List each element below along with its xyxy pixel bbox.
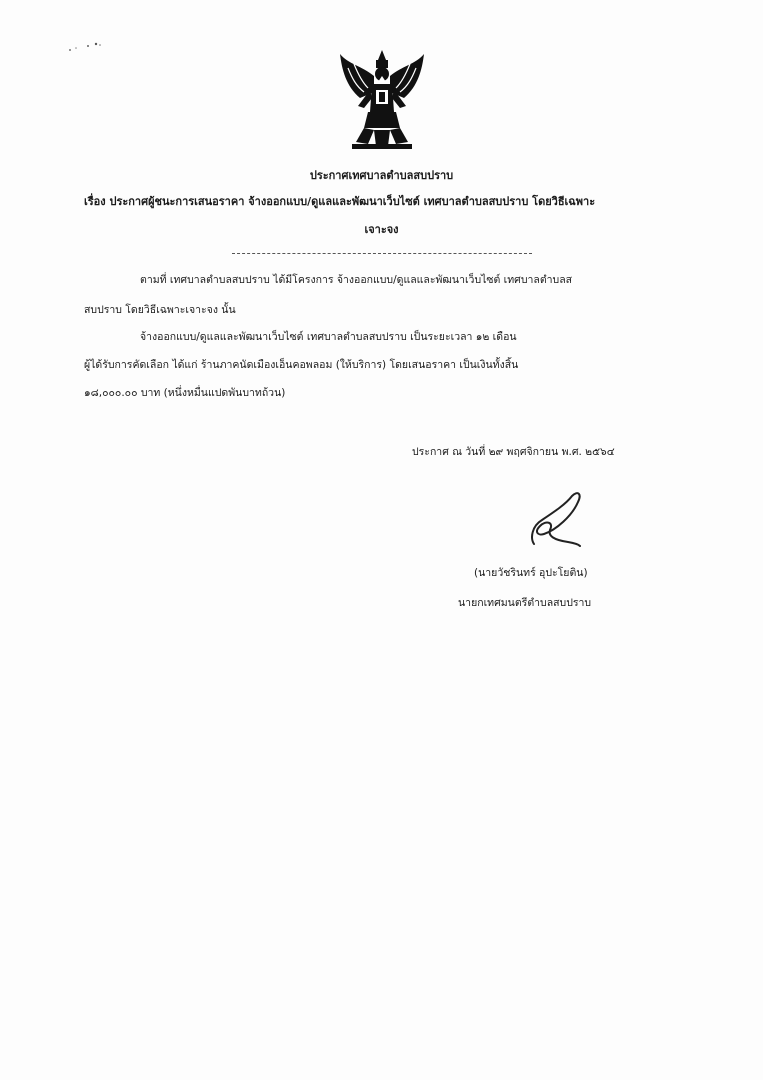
body-paragraph-line: ๑๘,๐๐๐.๐๐ บาท (หนึ่งหมื่นแปดพันบาทถ้วน): [84, 387, 286, 399]
announcement-date: ประกาศ ณ วันที่ ๒๙ พฤศจิกายน พ.ศ. ๒๕๖๔: [412, 446, 615, 458]
body-paragraph-line: จ้างออกแบบ/ดูแลและพัฒนาเว็บไซต์ เทศบาลตำบลสบปราบ เป็นระยะเวลา ๑๒ เดือน: [140, 331, 517, 343]
handwritten-signature: [520, 486, 590, 552]
garuda-emblem: [334, 46, 430, 154]
heading-divider: [232, 253, 532, 254]
signer-name: (นายวัชรินทร์ อุปะโยติน): [474, 567, 588, 579]
body-paragraph-line: ผู้ได้รับการคัดเลือก ได้แก่ ร้านภาคนัดเมืองเอ็นคอพลอม (ให้บริการ) โดยเสนอราคา เป็นเงินทั้งสิ้น: [84, 359, 519, 371]
scan-specks: [66, 40, 106, 54]
subject-line: เรื่อง ประกาศผู้ชนะการเสนอราคา จ้างออกแบบ/ดูแลและพัฒนาเว็บไซต์ เทศบาลตำบลสบปราบ โดยวิธีเฉพาะ: [84, 195, 596, 208]
signer-position: นายกเทศมนตรีตำบลสบปราบ: [458, 597, 592, 609]
document-heading: ประกาศเทศบาลตำบลสบปราบ: [309, 169, 454, 182]
body-paragraph-line: ตามที่ เทศบาลตำบลสบปราบ ได้มีโครงการ จ้างออกแบบ/ดูแลและพัฒนาเว็บไซต์ เทศบาลตำบลส: [140, 274, 573, 286]
subject-line-continued: เจาะจง: [364, 223, 399, 236]
body-paragraph-line: สบปราบ โดยวิธีเฉพาะเจาะจง นั้น: [84, 304, 236, 316]
